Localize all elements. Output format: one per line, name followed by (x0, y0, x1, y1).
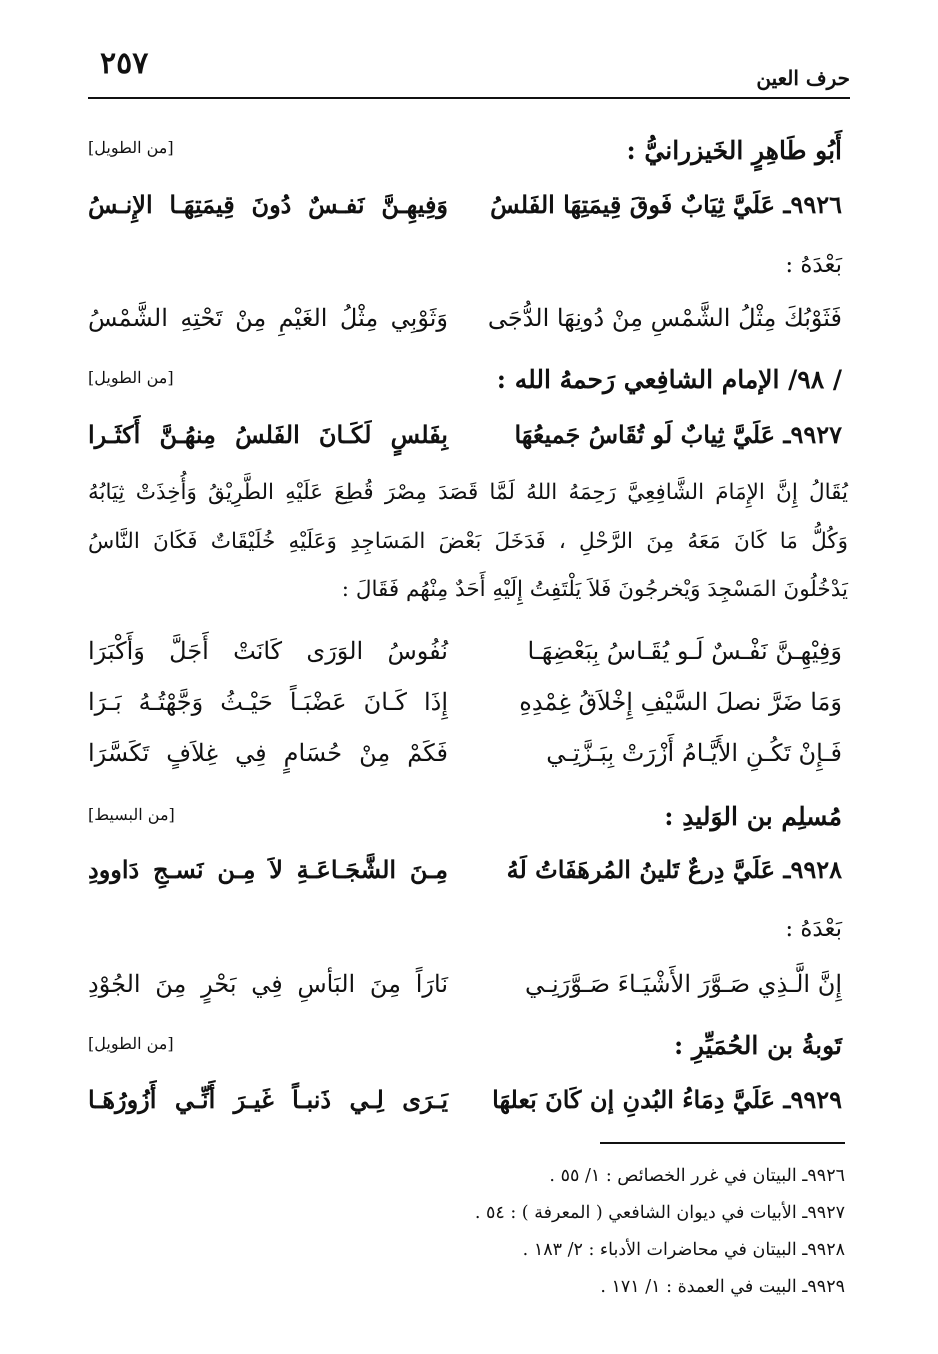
prose-line: وَكُلُّ مَا كَانَ مَعَهُ مِنَ الرَّحْلِ ، فَدَخَلَ بَعْضَ المَسَاجِدِ وَعَلَيْهِ خُلَيْقَاتٌ فَكَانَ النَّاسُ (88, 529, 848, 554)
continuation-label: بَعْدَهُ : (785, 916, 842, 942)
verse-second-hemistich: فَكَمْ مِنْ حُسَامٍ فِي غِلاَفٍ تَكَسَّرَا (88, 739, 448, 767)
verse-first-hemistich: وَفِيْهِـنَّ نَفْـسٌ لَـو يُقَـاسُ بِبَعْضِهَـا (527, 637, 842, 665)
verse-first-hemistich: ٩٩٢٨ـ عَلَيَّ دِرعٌ تَلينُ المُرهَفَاتُ لَهُ (506, 855, 842, 884)
verse-second-hemistich: مِـنَ الشَّجَـاعَـةِ لاَ مِـن نَسـجِ دَاوودِ (88, 855, 448, 884)
verse-second-hemistich: وَثَوْبِي مِثْلُ الغَيْمِ مِنْ تَحْتِهِ الشَّمْسُ (88, 304, 448, 332)
poet-heading: أَبُو طَاهِرٍ الخَيزرانيُّ : (626, 136, 842, 165)
verse-first-hemistich: إِنَّ الَّـذِي صَـوَّرَ الأَشْيَـاءَ صَـوَّرَنِـي (524, 970, 842, 998)
footnote: ٩٩٢٧ـ الأبيات في ديوان الشافعي ( المعرفة ) : ٥٤ . (474, 1203, 845, 1223)
verse-second-hemistich: إِذَا كَـانَ عَضْبَـاً حَيْـثُ وَجَّهْتُـهُ بَـرَا (88, 688, 448, 716)
verse-first-hemistich: فَثَوْبُكَ مِثْلُ الشَّمْسِ مِنْ دُونِهَا الدُّجَى (487, 304, 842, 332)
poet-heading: مُسلِم بن الوَليدِ : (664, 802, 842, 831)
verse-first-hemistich: فَـإِنْ تَكُـنِ الأَيَّـامُ أَزْرَتْ بِبَـزَّتِـي (546, 739, 842, 767)
continuation-label: بَعْدَهُ : (785, 252, 842, 278)
meter-label: [من الطويل] (88, 138, 174, 157)
prose-line: يُقَالُ إِنَّ الإِمَامَ الشَّافِعِيَّ رَحِمَهُ اللهُ لَمَّا قَصَدَ مِصْرَ قُطِعَ عَلَيْهِ الطَّرِيْقُ وَأُخِذَتْ ثِيَابُهُ (88, 480, 848, 505)
verse-second-hemistich: وَفِيهِـنَّ نَفـسٌ دُونَ قِيمَتِهَـا الإِنـسُ (88, 190, 448, 219)
poet-heading: تَوبةُ بن الحُمَيِّرِ : (673, 1031, 842, 1060)
footnote: ٩٩٢٦ـ البيتان في غرر الخصائص : ١/ ٥٥ . (549, 1166, 845, 1186)
verse-first-hemistich: وَمَا ضَرَّ نصلَ السَّيْفِ إِخْلاَقُ غِمْدِهِ (519, 688, 842, 716)
footnote: ٩٩٢٩ـ البيت في العمدة : ١/ ١٧١ . (600, 1277, 845, 1297)
meter-label: [من الطويل] (88, 1034, 174, 1053)
meter-label: [من الطويل] (88, 368, 174, 387)
verse-first-hemistich: ٩٩٢٩ـ عَلَيَّ دِمَاءُ البُدنِ إن كَانَ بَعلهَا (492, 1085, 842, 1114)
verse-second-hemistich: يَـرَى لِـي ذَنبـاً غَيـرَ أَنِّـي أَزُورُهَـا (88, 1085, 448, 1114)
verse-second-hemistich: بِفَلسٍ لَكَـانَ الفَلسُ مِنهُـنَّ أَكثَـرا (88, 420, 448, 449)
verse-first-hemistich: ٩٩٢٧ـ عَلَيَّ ثِيابٌ لَو تُقَاسُ جَميعُهَا (514, 420, 842, 449)
page-number: ٢٥٧ (100, 46, 149, 81)
header-rule (88, 97, 850, 99)
prose-line: يَدْخُلُونَ المَسْجِدَ وَيْخرجُونَ فَلاَ يَلْتَفِتُ إِلَيْهِ أَحَدٌ مِنْهُم فَقَالَ : (341, 577, 848, 602)
verse-first-hemistich: ٩٩٢٦ـ عَلَيَّ ثِيَابٌ فَوقَ قِيمَتِهَا الفَلسُ (490, 190, 842, 219)
verse-second-hemistich: نَارَاً مِنَ البَأسِ فِي بَحْرٍ مِنَ الجُوْدِ (88, 970, 448, 998)
footnote: ٩٩٢٨ـ البيتان في محاضرات الأدباء : ٢/ ١٨٣ . (522, 1240, 845, 1260)
verse-second-hemistich: نُفُوسُ الوَرَى كَانَتْ أَجَلَّ وَأَكْبَرَا (88, 637, 448, 665)
meter-label: [من البسيط] (88, 805, 175, 824)
footnote-rule (600, 1142, 845, 1144)
chapter-title: حرف العين (756, 66, 850, 90)
poet-heading: / ٩٨/ الإمام الشافِعي رَحمهُ الله : (496, 365, 842, 394)
